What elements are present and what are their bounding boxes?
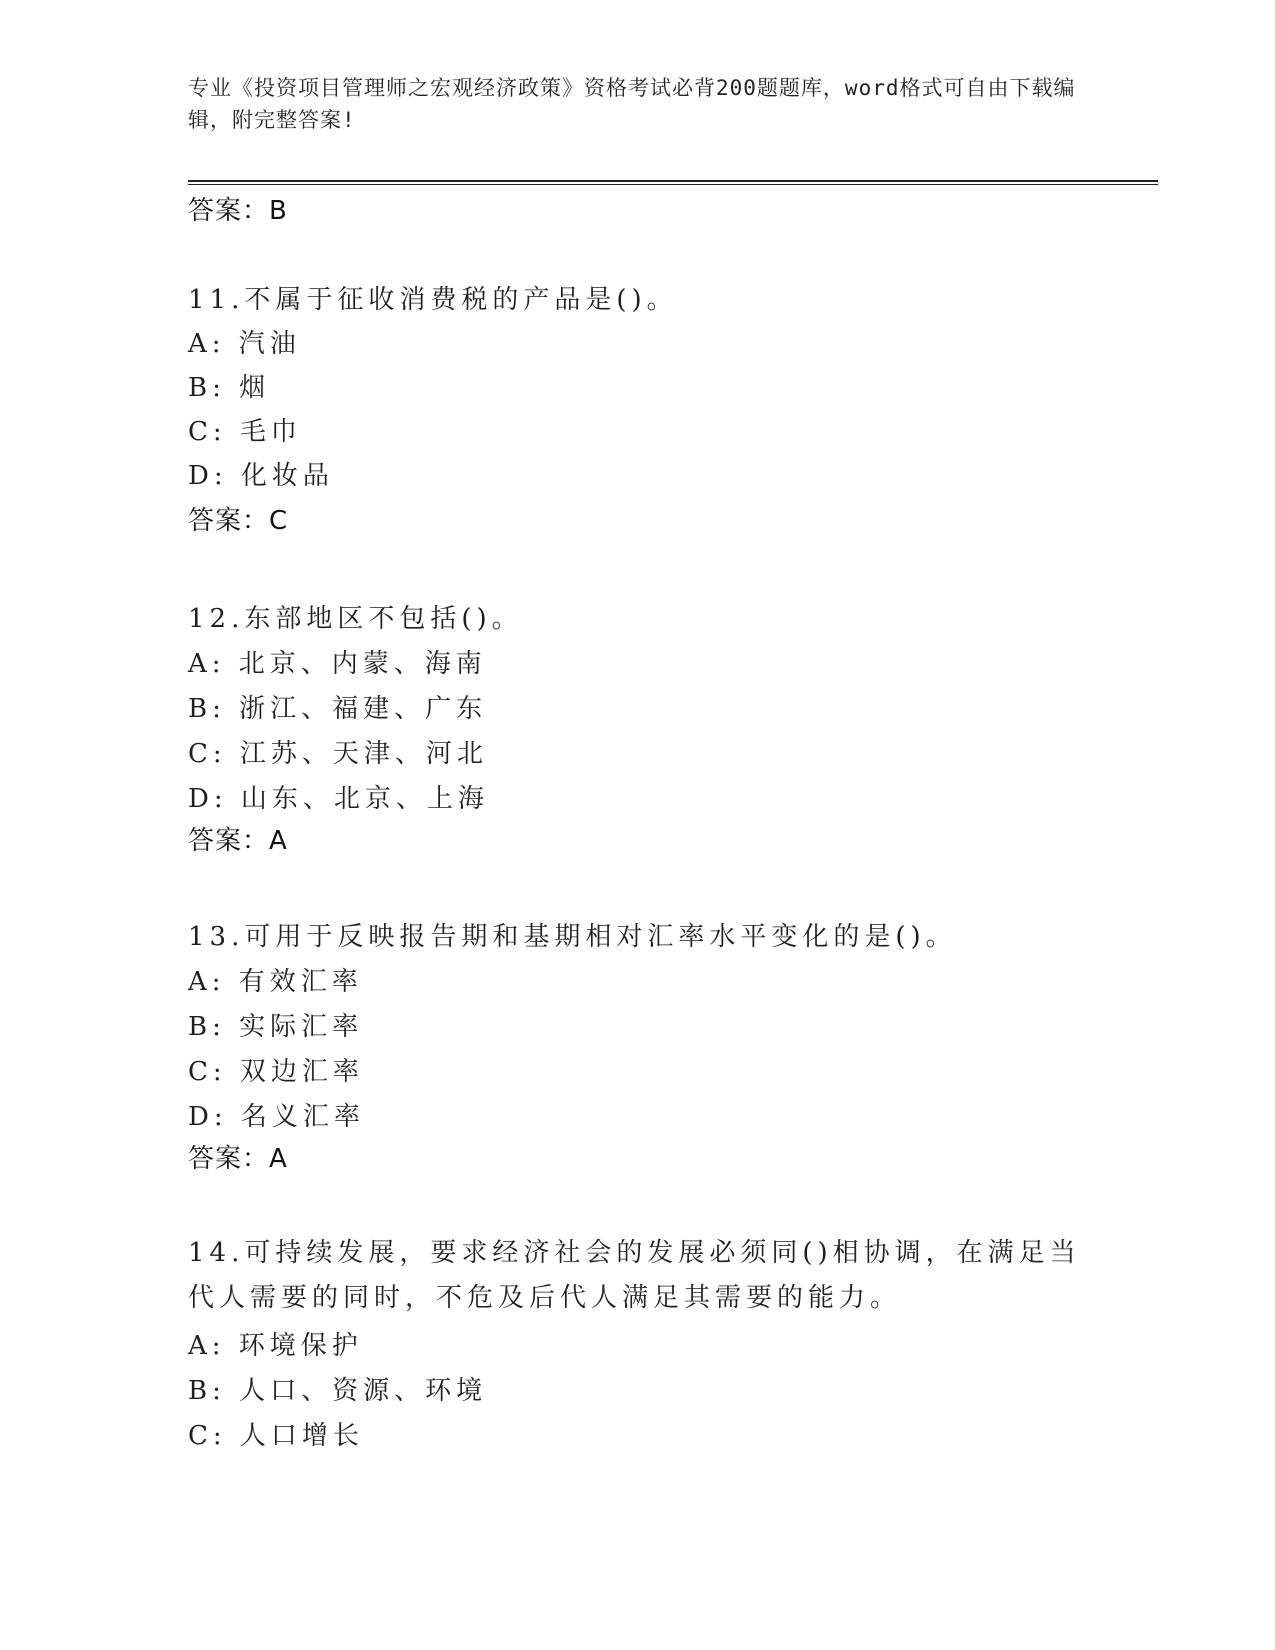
question-stem: 12.东部地区不包括()。 [188, 604, 523, 634]
option-d: D: 化妆品 [188, 461, 334, 491]
option-a: A: 环境保护 [188, 1331, 363, 1361]
option-d: D: 名义汇率 [188, 1102, 365, 1132]
option-b: B: 烟 [188, 373, 271, 403]
option-a: A: 汽油 [188, 329, 301, 359]
answer: 答案：A [188, 826, 288, 856]
option-d: D: 山东、北京、上海 [188, 784, 489, 814]
option-b: B: 浙江、福建、广东 [188, 694, 488, 724]
option-c: C: 毛巾 [188, 417, 302, 447]
question-stem: 14.可持续发展，要求经济社会的发展必须同()相协调，在满足当代人需要的同时，不危及后代人满足其需要的能力。 [188, 1238, 1081, 1313]
answer: 答案：C [188, 506, 289, 536]
option-b: B: 人口、资源、环境 [188, 1376, 488, 1406]
option-b: B: 实际汇率 [188, 1012, 364, 1042]
header-divider-thin [188, 184, 1158, 185]
question-stem: 13.可用于反映报告期和基期相对汇率水平变化的是()。 [188, 922, 957, 952]
option-c: C: 双边汇率 [188, 1057, 364, 1087]
answer: 答案：A [188, 1144, 288, 1174]
option-a: A: 北京、内蒙、海南 [188, 649, 487, 679]
header-divider [188, 180, 1158, 182]
document-header: 专业《投资项目管理师之宏观经济政策》资格考试必背200题题库，word格式可自由下载编辑，附完整答案! [188, 76, 1076, 132]
previous-answer: 答案：B [188, 196, 288, 226]
option-a: A: 有效汇率 [188, 967, 363, 997]
option-c: C: 江苏、天津、河北 [188, 739, 488, 769]
question-stem: 11.不属于征收消费税的产品是()。 [188, 285, 678, 315]
option-c: C: 人口增长 [188, 1421, 364, 1451]
